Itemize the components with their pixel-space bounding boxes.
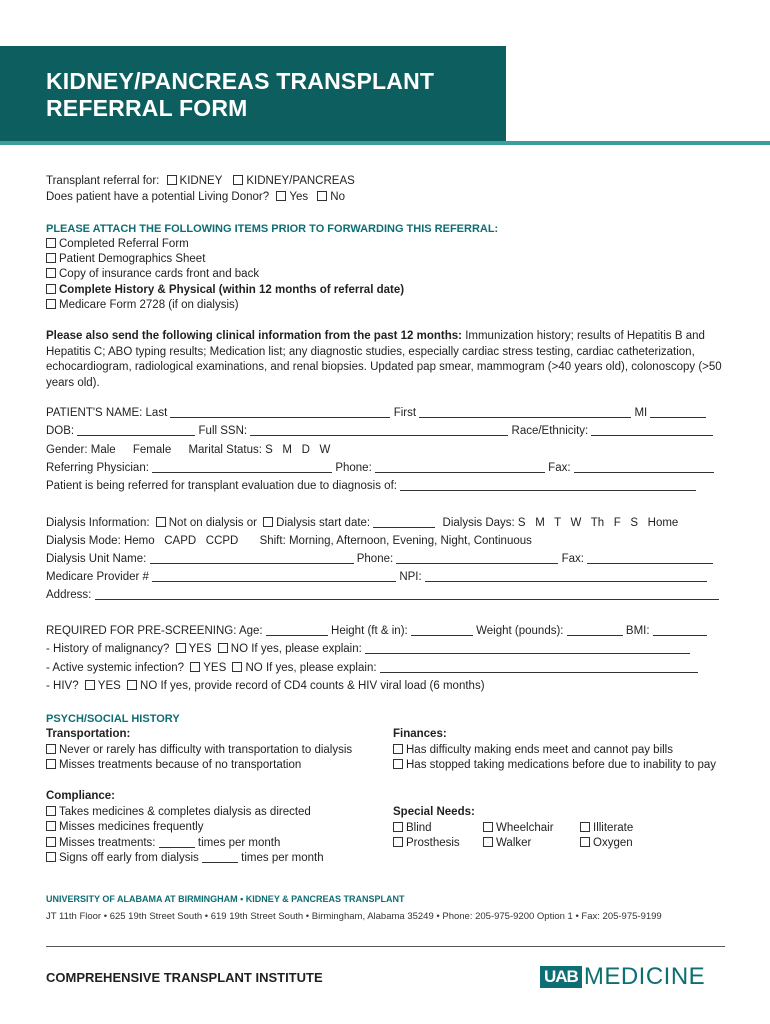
attach-item: Copy of insurance cards front and back (46, 267, 259, 282)
attach-item: Patient Demographics Sheet (46, 252, 205, 267)
attach-checkbox[interactable] (46, 238, 56, 248)
kidney-pancreas-checkbox[interactable] (233, 175, 243, 185)
finances-item: Has difficulty making ends meet and cannot pay bills (393, 743, 728, 759)
gender-marital-row: Gender: Male Female Marital Status: S M D W (46, 444, 331, 456)
diagnosis-field[interactable] (400, 480, 696, 491)
checkbox[interactable] (393, 822, 403, 832)
npi-field[interactable] (425, 571, 707, 582)
checkbox[interactable] (46, 744, 56, 754)
weight-field[interactable] (567, 625, 623, 636)
checkbox[interactable] (46, 837, 56, 847)
special-needs-section: Special Needs: Blind Wheelchair Illiterate Prosthesis Walker Oxygen (393, 805, 728, 852)
dialysis-phone-field[interactable] (396, 553, 558, 564)
medicare-row: Medicare Provider # NPI: (46, 570, 707, 585)
transportation-item: Never or rarely has difficulty with transportation to dialysis (46, 743, 386, 759)
last-name-field[interactable] (170, 407, 390, 418)
logo-mark: UAB (540, 966, 582, 988)
checkbox[interactable] (483, 837, 493, 847)
need-item: Illiterate (580, 821, 633, 837)
need-item: Oxygen (580, 836, 633, 852)
signs-off-count-field[interactable] (202, 852, 238, 863)
transportation-section: Transportation: Never or rarely has difficulty with transportation to dialysis Misses treatments because of no transportation (46, 727, 386, 774)
physician-phone-field[interactable] (375, 462, 545, 473)
header-accent-line (0, 141, 770, 145)
infection-row: - Active systemic infection? YES NO If yes, please explain: (46, 661, 698, 676)
page-title: KIDNEY/PANCREAS TRANSPLANT REFERRAL FORM (46, 68, 435, 121)
need-item: Walker (483, 836, 580, 852)
attach-item: Complete History & Physical (within 12 months of referral date) (46, 283, 404, 298)
compliance-item: Misses treatments: times per month (46, 836, 386, 852)
checkbox[interactable] (393, 744, 403, 754)
checkbox[interactable] (483, 822, 493, 832)
patient-name-row: PATIENT'S NAME: Last First MI (46, 406, 706, 421)
kidney-checkbox[interactable] (167, 175, 177, 185)
donor-yes-checkbox[interactable] (276, 191, 286, 201)
address-field[interactable] (95, 589, 719, 600)
special-needs-row (393, 836, 728, 852)
psych-heading: PSYCH/SOCIAL HISTORY (46, 713, 180, 725)
malignancy-row: - History of malignancy? YES NO If yes, please explain: (46, 642, 690, 657)
dob-field[interactable] (77, 425, 195, 436)
dialysis-unit-field[interactable] (150, 553, 354, 564)
bmi-field[interactable] (653, 625, 707, 636)
checkbox[interactable] (46, 806, 56, 816)
compliance-item: Takes medicines & completes dialysis as directed (46, 805, 386, 821)
logo-text: MEDICINE (583, 963, 706, 990)
checkbox[interactable] (393, 759, 403, 769)
not-on-dialysis-checkbox[interactable] (156, 517, 166, 527)
height-field[interactable] (411, 625, 473, 636)
transportation-item: Misses treatments because of no transportation (46, 758, 386, 774)
need-item: Wheelchair (483, 821, 580, 837)
dialysis-mode-row: Dialysis Mode: Hemo CAPD CCPD Shift: Morning, Afternoon, Evening, Night, Continuous (46, 535, 532, 547)
special-needs-row (393, 821, 728, 837)
first-name-field[interactable] (419, 407, 631, 418)
infection-explain-field[interactable] (380, 662, 698, 673)
infection-yes-checkbox[interactable] (190, 662, 200, 672)
attach-item: Completed Referral Form (46, 237, 189, 252)
dialysis-start-field[interactable] (373, 517, 435, 528)
mi-field[interactable] (650, 407, 706, 418)
uab-medicine-logo (540, 963, 705, 991)
dialysis-start-checkbox[interactable] (263, 517, 273, 527)
medicare-field[interactable] (152, 571, 396, 582)
address-row: Address: (46, 588, 719, 603)
finances-item: Has stopped taking medications before due to inability to pay (393, 758, 728, 774)
physician-field[interactable] (152, 462, 332, 473)
checkbox[interactable] (46, 759, 56, 769)
dialysis-unit-row: Dialysis Unit Name: Phone: Fax: (46, 552, 713, 567)
finances-section: Finances: Has difficulty making ends meet and cannot pay bills Has stopped taking medications before due to inability to pay (393, 727, 728, 774)
malignancy-yes-checkbox[interactable] (176, 643, 186, 653)
attach-checkbox[interactable] (46, 268, 56, 278)
footer-org: UNIVERSITY OF ALABAMA AT BIRMINGHAM • KIDNEY & PANCREAS TRANSPLANT (46, 894, 405, 904)
referral-type-row: Transplant referral for: KIDNEY KIDNEY/PANCREAS (46, 175, 355, 187)
attach-heading: PLEASE ATTACH THE FOLLOWING ITEMS PRIOR TO FORWARDING THIS REFERRAL: (46, 223, 499, 235)
malignancy-explain-field[interactable] (365, 643, 690, 654)
diagnosis-row: Patient is being referred for transplant evaluation due to diagnosis of: (46, 479, 696, 494)
need-item: Prosthesis (393, 836, 483, 852)
ssn-field[interactable] (250, 425, 508, 436)
dob-ssn-row: DOB: Full SSN: Race/Ethnicity: (46, 424, 713, 439)
age-field[interactable] (266, 625, 328, 636)
institute-name: COMPREHENSIVE TRANSPLANT INSTITUTE (46, 970, 323, 985)
living-donor-row: Does patient have a potential Living Donor? Yes No (46, 191, 345, 203)
attach-item: Medicare Form 2728 (if on dialysis) (46, 298, 239, 313)
checkbox[interactable] (393, 837, 403, 847)
hiv-no-checkbox[interactable] (127, 680, 137, 690)
prescreen-row: REQUIRED FOR PRE-SCREENING: Age: Height (ft & in): Weight (pounds): BMI: (46, 624, 707, 639)
infection-no-checkbox[interactable] (232, 662, 242, 672)
dialysis-info-row: Dialysis Information: Not on dialysis or Dialysis start date: Dialysis Days: S M T W Th F S Home (46, 517, 679, 529)
donor-no-checkbox[interactable] (317, 191, 327, 201)
need-item: Blind (393, 821, 483, 837)
attach-checkbox[interactable] (46, 253, 56, 263)
race-field[interactable] (591, 425, 713, 436)
physician-fax-field[interactable] (574, 462, 714, 473)
footer-divider (46, 946, 725, 947)
compliance-item: Signs off early from dialysis times per month (46, 851, 386, 867)
compliance-section: Compliance: Takes medicines & completes dialysis as directed Misses medicines frequently Misses treatments: times per month Signs off early from dialysis times per month (46, 789, 386, 867)
physician-row: Referring Physician: Phone: Fax: (46, 461, 714, 476)
checkbox[interactable] (46, 852, 56, 862)
malignancy-no-checkbox[interactable] (218, 643, 228, 653)
compliance-item: Misses medicines frequently (46, 820, 386, 836)
hiv-row: - HIV? YES NO If yes, provide record of CD4 counts & HIV viral load (6 months) (46, 680, 485, 692)
attach-checkbox[interactable] (46, 299, 56, 309)
clinical-info-paragraph: Please also send the following clinical information from the past 12 months: Immunization history; results of Hepatitis B and Hepatitis C; ABO typing results; Medication list; any diagnostic studies, especially cardiac stress testing, cardiac catheterization, echocardiogram, radiological examinations, and renal biopsies. Updated pap smear, mammogram (>40 years old), colonoscopy (>50 years old). (46, 330, 722, 389)
checkbox[interactable] (46, 821, 56, 831)
dialysis-fax-field[interactable] (587, 553, 713, 564)
attach-checkbox[interactable] (46, 284, 56, 294)
footer-address: JT 11th Floor • 625 19th Street South • 619 19th Street South • Birmingham, Alabama 35249 • Phone: 205-975-9200 Option 1 • Fax: 205-975-9199 (46, 911, 662, 922)
misses-count-field[interactable] (159, 837, 195, 848)
checkbox[interactable] (580, 837, 590, 847)
checkbox[interactable] (580, 822, 590, 832)
hiv-yes-checkbox[interactable] (85, 680, 95, 690)
